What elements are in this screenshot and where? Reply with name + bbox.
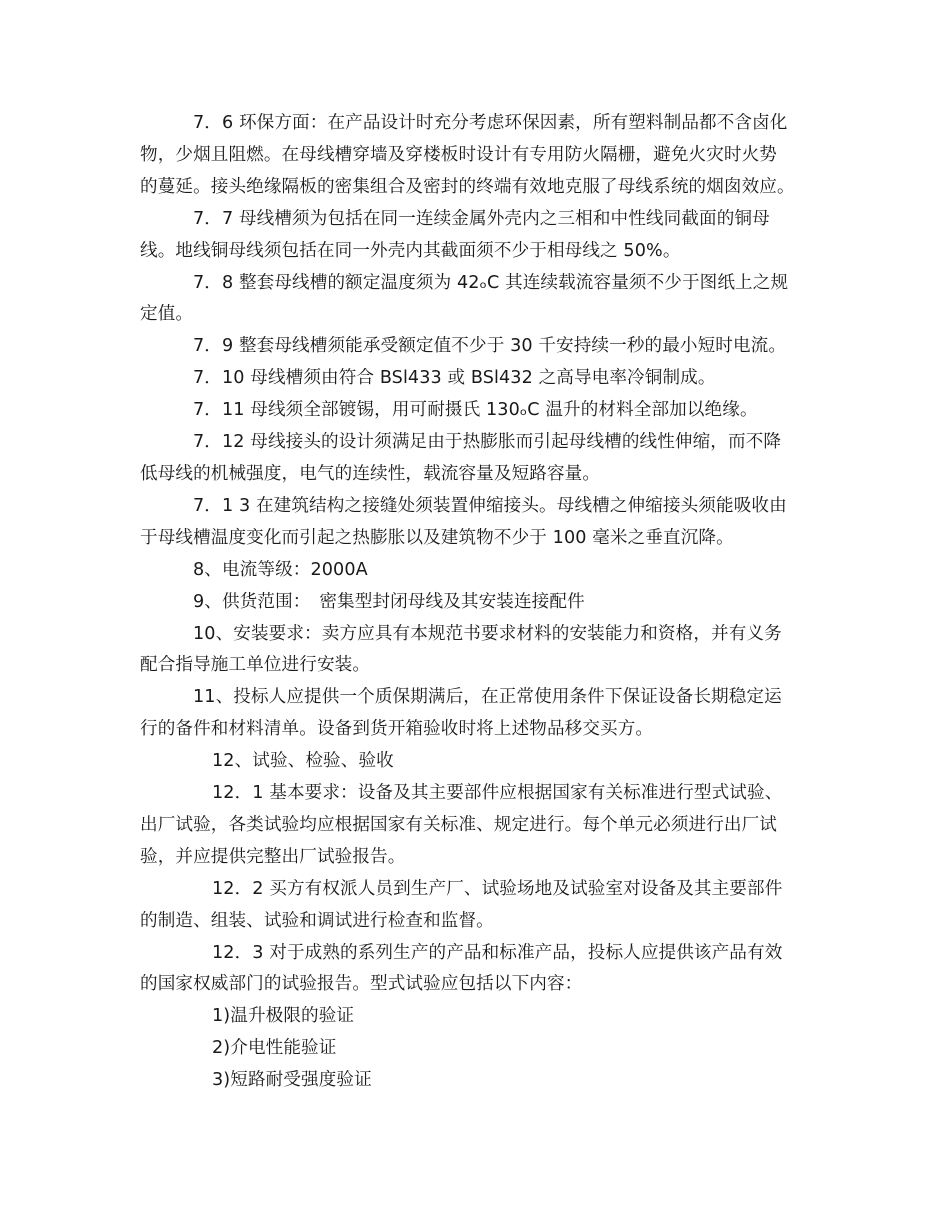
text-line: 的国家权威部门的试验报告。型式试验应包括以下内容： [140,974,583,995]
text-line: 1)温升极限的验证 [212,1006,355,1027]
text-line: 12．1 基本要求：设备及其主要部件应根据国家有关标准进行型式试验、 [212,783,783,804]
text-line: 的蔓延。接头绝缘隔板的密集组合及密封的终端有效地克服了母线系统的烟囱效应。 [140,176,795,197]
text-line: 2)介电性能验证 [212,1038,337,1059]
text-line: 物，少烟且阻燃。在母线槽穿墙及穿楼板时设计有专用防火隔栅，避免火灾时火势 [140,144,777,165]
text-line: 7．8 整套母线槽的额定温度须为 42ₒC 其连续载流容量须不少于图纸上之规 [193,272,789,293]
text-line: 出厂试验，各类试验均应根据国家有关标准、规定进行。每个单元必须进行出厂试 [140,814,777,835]
text-line: 7．1 3 在建筑结构之接缝处须装置伸缩接头。母线槽之伸缩接头须能吸收由 [193,495,787,516]
text-line: 7．7 母线槽须为包括在同一连续金属外壳内之三相和中性线同截面的铜母 [193,208,770,229]
text-line: 3)短路耐受强度验证 [212,1070,372,1091]
text-line: 行的备件和材料清单。设备到货开箱验收时将上述物品移交买方。 [140,719,654,740]
text-line: 7．9 整套母线槽须能承受额定值不少于 30 千安持续一秒的最小短时电流。 [193,336,787,357]
text-line: 配合指导施工单位进行安装。 [140,655,371,676]
text-line: 验，并应提供完整出厂试验报告。 [140,846,406,867]
text-line: 11、投标人应提供一个质保期满后，在正常使用条件下保证设备长期稳定运 [193,687,782,708]
text-line: 的制造、组装、试验和调试进行检查和监督。 [140,910,494,931]
document-body [140,108,812,1097]
text-line: 12．2 买方有权派人员到生产厂、试验场地及试验室对设备及其主要部件 [212,878,783,899]
text-line: 7．6 环保方面：在产品设计时充分考虑环保因素，所有塑料制品都不含卤化 [193,113,788,133]
text-line: 12、试验、检验、验收 [212,751,394,772]
text-line: 于母线槽温度变化而引起之热膨胀以及建筑物不少于 100 毫米之垂直沉降。 [140,527,734,548]
text-line: 7．11 母线须全部镀锡，用可耐摄氏 130ₒC 温升的材料全部加以绝缘。 [193,400,758,421]
text-line: 9、供货范围： 密集型封闭母线及其安装连接配件 [193,591,585,612]
text-line: 10、安装要求：卖方应具有本规范书要求材料的安装能力和资格，并有义务 [193,623,782,644]
text-line: 7．10 母线槽须由符合 BSl433 或 BSl432 之高导电率冷铜制成。 [193,368,716,389]
text-line: 线。地线铜母线须包括在同一外壳内其截面须不少于相母线之 50%。 [140,240,681,261]
text-line: 12．3 对于成熟的系列生产的产品和标准产品，投标人应提供该产品有效 [212,942,783,963]
text-line: 7．12 母线接头的设计须满足由于热膨胀而引起母线槽的线性伸缩，而不降 [193,432,782,453]
text-line: 8、电流等级：2000A [193,559,368,580]
text-line: 定值。 [140,304,194,325]
text-line: 低母线的机械强度，电气的连续性，载流容量及短路容量。 [140,463,601,484]
